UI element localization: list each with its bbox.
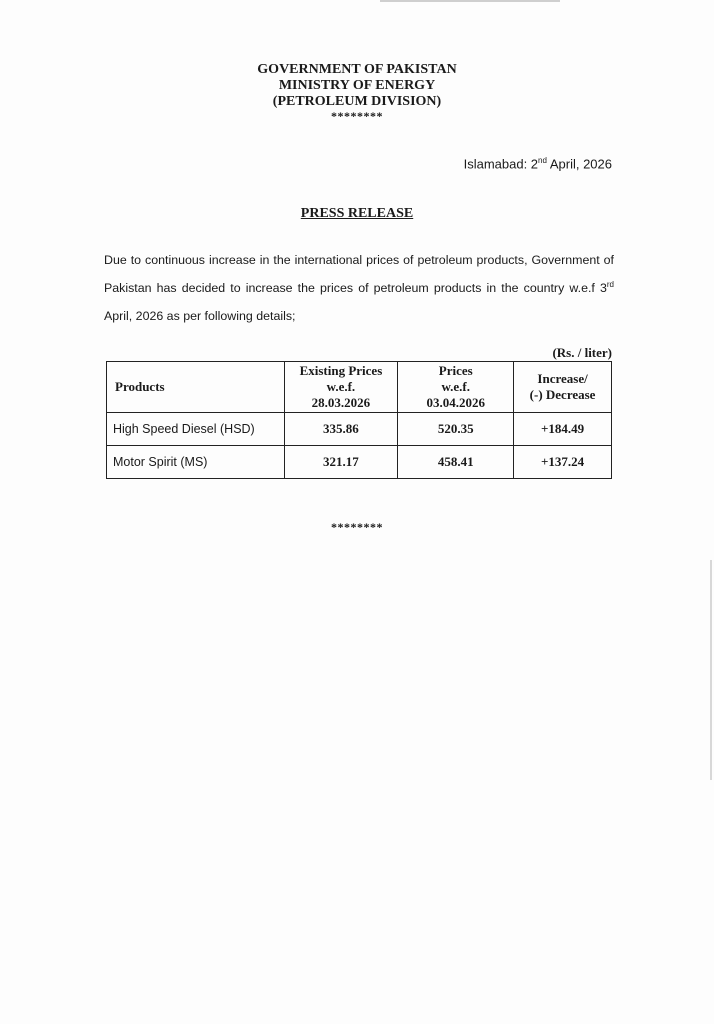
table-row (107, 446, 612, 479)
header-existing-line-2: w.e.f. (326, 379, 356, 394)
table-row (107, 413, 612, 446)
letterhead-stars: ******** (331, 109, 383, 123)
header-change-line-1: Increase/ (537, 371, 588, 386)
release-date (464, 156, 612, 171)
letterhead-government: GOVERNMENT OF PAKISTAN (257, 62, 457, 77)
header-existing-line-3: 28.03.2026 (311, 395, 371, 410)
header-change (514, 362, 612, 413)
footer-stars: ******** (331, 520, 383, 534)
cell-change: +184.49 (514, 413, 612, 446)
scan-edge-right (710, 560, 712, 780)
cell-existing-price: 335.86 (284, 413, 398, 446)
cell-product: Motor Spirit (MS) (107, 446, 285, 479)
header-existing-prices (284, 362, 398, 413)
cell-product: High Speed Diesel (HSD) (107, 413, 285, 446)
cell-new-price: 520.35 (398, 413, 514, 446)
body-line-3: April, 2026 as per following details; (104, 309, 296, 323)
body-line-2-text: Pakistan has decided to increase the prices of petroleum products in the country w.e.f 3 (104, 281, 607, 295)
header-products: Products (107, 362, 285, 413)
cell-change: +137.24 (514, 446, 612, 479)
scan-edge-top (380, 0, 560, 2)
body-paragraph (104, 246, 614, 330)
letterhead-ministry: MINISTRY OF ENERGY (278, 78, 436, 93)
price-table (106, 361, 612, 479)
cell-new-price: 458.41 (398, 446, 514, 479)
header-change-line-2: (-) Decrease (529, 387, 596, 402)
date-place: Islamabad: 2 (463, 156, 539, 172)
table-header-row (107, 362, 612, 413)
page-title: PRESS RELEASE (300, 206, 414, 221)
unit-label: (Rs. / liter) (552, 345, 612, 360)
header-existing-line-1: Existing Prices (299, 363, 383, 378)
header-new-line-2: w.e.f. (441, 379, 470, 394)
letterhead (0, 62, 714, 122)
letterhead-division: (PETROLEUM DIVISION) (272, 94, 442, 109)
header-new-line-3: 03.04.2026 (426, 395, 485, 410)
body-line-1: Due to continuous increase in the international prices of petroleum products, Government of (104, 253, 614, 267)
body-line-2-sup: rd (606, 279, 614, 289)
body-line-2 (104, 274, 614, 302)
cell-existing-price: 321.17 (284, 446, 398, 479)
header-new-line-1: Prices (438, 363, 473, 378)
date-suffix: nd (538, 156, 547, 165)
date-rest: April, 2026 (546, 156, 612, 172)
header-new-prices (398, 362, 514, 413)
